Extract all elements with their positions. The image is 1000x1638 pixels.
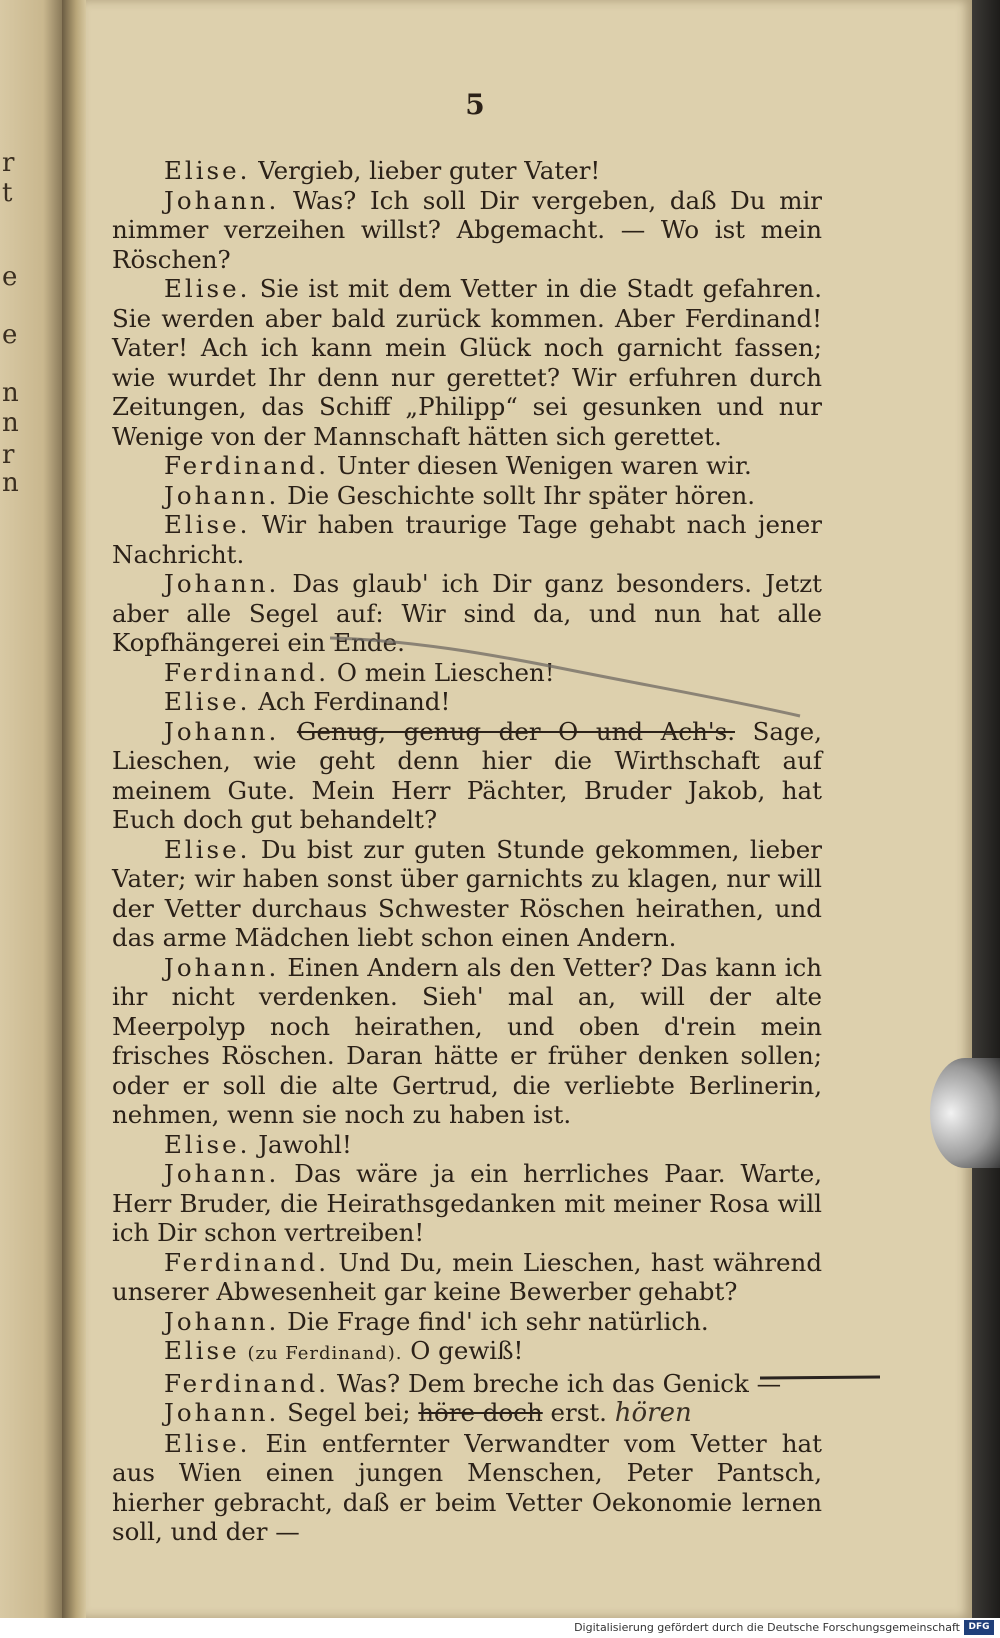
dialogue-text-tail: erst.	[550, 1398, 607, 1427]
dialogue-text: Was? Ich soll Dir vergeben, daß Du mir nimmer verzeihen willst? Abgemacht. — Wo ist mein Röschen?	[112, 185, 822, 274]
left-page-fragment: e	[2, 262, 18, 292]
dialogue-paragraph	[112, 1429, 822, 1547]
dialogue-paragraph	[112, 1369, 822, 1399]
speaker-name: Elise.	[164, 687, 251, 716]
ink-annotation-line	[760, 1372, 880, 1384]
left-page-fragment: t	[2, 178, 13, 208]
dialogue-text: Wir haben traurige Tage gehabt nach jener Nachricht.	[112, 510, 822, 569]
speaker-name: Ferdinand.	[164, 657, 330, 687]
speaker-name: Johann.	[164, 1159, 280, 1188]
dialogue-text: Was? Dem breche ich das Genick —	[336, 1368, 782, 1398]
speaker-name: Elise.	[164, 834, 251, 864]
speaker-name: Elise.	[164, 1129, 251, 1159]
dialogue-paragraph	[112, 510, 822, 569]
dialogue-paragraph	[112, 451, 822, 481]
handwritten-correction: hören	[614, 1398, 692, 1428]
dialogue-text: O gewiß!	[410, 1336, 524, 1365]
dialogue-paragraph	[112, 156, 822, 186]
dialogue-paragraph	[112, 1336, 822, 1369]
dialogue-text: Jawohl!	[258, 1129, 352, 1159]
dialogue-paragraph	[112, 186, 822, 275]
speaker-name: Johann.	[164, 185, 280, 215]
speaker-name: Ferdinand.	[164, 1368, 330, 1398]
speaker-name: Elise.	[164, 1428, 251, 1458]
left-page-fragment: r	[2, 440, 15, 470]
left-facing-page	[0, 0, 62, 1618]
stage-direction: (zu Ferdinand).	[247, 1343, 403, 1364]
dialogue-paragraph	[112, 1248, 822, 1307]
speaker-name: Ferdinand.	[164, 451, 330, 480]
left-page-fragment: n	[2, 468, 19, 498]
struck-text: Genug, genug der O und Ach's.	[296, 716, 735, 746]
dialogue-paragraph	[112, 274, 822, 451]
speaker-name: Johann.	[164, 952, 280, 982]
dialogue-paragraph	[112, 1130, 822, 1160]
speaker-name: Johann.	[164, 1306, 280, 1336]
dialogue-paragraph	[112, 1307, 822, 1337]
dialogue-text: Ein entfernter Verwandter vom Vetter hat aus Wien einen jungen Menschen, Peter Pantsch, hierher gebracht, daß er beim Vetter Oekonomie lernen soll, und der —	[112, 1428, 822, 1546]
dialogue-paragraph	[112, 717, 822, 835]
speaker-name: Elise.	[164, 510, 251, 539]
dialogue-text: Und Du, mein Lieschen, hast während unserer Abwesenheit gar keine Bewerber gehabt?	[112, 1247, 822, 1306]
speaker-name: Ferdinand.	[164, 1247, 330, 1277]
dialogue-text: O mein Lieschen!	[336, 657, 555, 687]
dialogue-text: Die Frage find' ich sehr natürlich.	[287, 1306, 709, 1336]
dialogue-paragraph	[112, 1159, 822, 1248]
dialogue-paragraph	[112, 953, 822, 1130]
speaker-name: Johann.	[164, 480, 280, 510]
struck-text: höre doch	[418, 1398, 543, 1427]
speaker-name: Johann.	[164, 1398, 280, 1427]
speaker-name: Elise.	[164, 156, 251, 185]
dialogue-paragraph	[112, 1398, 822, 1429]
dialogue-text: Einen Andern als den Vetter? Das kann ich ihr nicht verdenken. Sieh' mal an, will der alte Meerpolyp noch heirathen, und oben d'rein mein frisches Röschen. Daran hätte er früher denken sollen; oder er soll die alte Gertrud, die verliebte Berlinerin, nehmen, wenn sie noch zu haben ist.	[112, 952, 822, 1129]
play-text	[112, 156, 822, 1547]
dialogue-text: Das glaub' ich Dir ganz besonders. Jetzt aber alle Segel auf: Wir sind da, und nun hat alle Kopfhängerei ein Ende.	[112, 569, 822, 657]
dialogue-text: Ach Ferdinand!	[258, 687, 451, 716]
book-gutter	[62, 0, 86, 1618]
dialogue-paragraph	[112, 835, 822, 953]
footer-credit: Digitalisierung gefördert durch die Deutsche Forschungsgemeinschaft	[574, 1621, 960, 1634]
pencil-annotation-line	[330, 630, 810, 720]
scanner-clip	[930, 1058, 1000, 1168]
dialogue-text: Das wäre ja ein herrliches Paar. Warte, Herr Bruder, die Heirathsgedanken mit meiner Rosa will ich Dir schon vertreiben!	[112, 1159, 822, 1247]
speaker-name: Elise	[164, 1336, 240, 1365]
page-number: 5	[465, 88, 485, 121]
speaker-name: Elise.	[164, 274, 251, 303]
page-edge-shadow	[972, 0, 1000, 1618]
speaker-name: Johann.	[164, 569, 280, 598]
dfg-logo: DFG	[964, 1620, 994, 1635]
left-page-fragment: e	[2, 320, 18, 350]
dialogue-text: Vergieb, lieber guter Vater!	[258, 156, 601, 185]
dialogue-paragraph	[112, 481, 822, 511]
dialogue-text: Sie ist mit dem Vetter in die Stadt gefahren. Sie werden aber bald zurück kommen. Aber Ferdinand! Vater! Ach ich kann mein Glück noch garnicht fassen; wie wurdet Ihr denn nur gerettet? Wir erfuhren durch Zeitungen, das Schiff „Philipp“ sei gesunken und nur Wenige von der Mannschaft hätten sich gerettet.	[112, 274, 822, 451]
speaker-name: Johann.	[164, 716, 280, 746]
left-page-fragment: r	[2, 148, 15, 178]
dialogue-text: Die Geschichte sollt Ihr später hören.	[287, 480, 756, 510]
left-page-fragment: n	[2, 408, 19, 438]
left-page-fragment: n	[2, 378, 19, 408]
dialogue-text: Du bist zur guten Stunde gekommen, lieber Vater; wir haben sonst über garnichts zu klagen, nur will der Vetter durchaus Schwester Röschen heirathen, und das arme Mädchen liebt schon einen Andern.	[112, 834, 822, 952]
dialogue-text: Segel bei;	[287, 1398, 411, 1427]
dialogue-text: Sage, Lieschen, wie geht denn hier die Wirthschaft auf meinem Gute. Mein Herr Pächter, Bruder Jakob, hat Euch doch gut behandelt?	[112, 716, 822, 834]
dialogue-text: Unter diesen Wenigen waren wir.	[336, 451, 752, 480]
